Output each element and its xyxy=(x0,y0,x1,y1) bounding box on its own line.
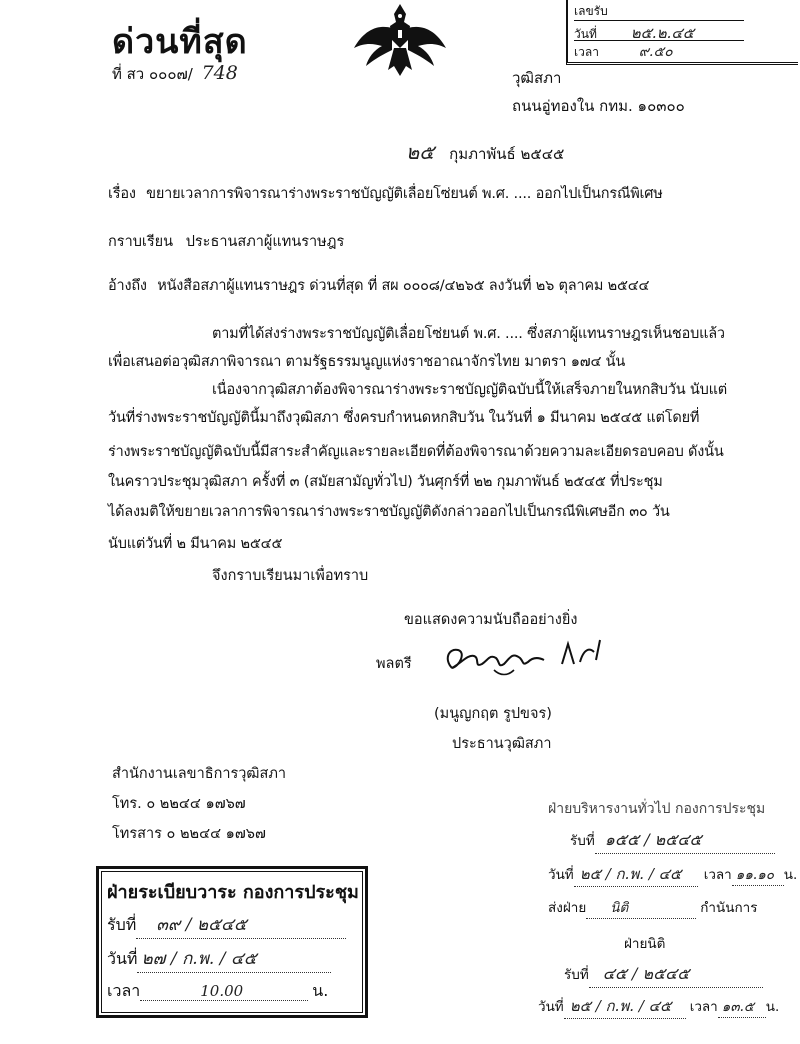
stamp-time-value: ๙.๕๐ xyxy=(638,44,673,60)
stamp-time-label: เวลา xyxy=(574,45,599,59)
legal-time-label: เวลา xyxy=(689,999,718,1015)
registry-date-label: วันที่ xyxy=(107,949,138,968)
registry-recv-label: รับที่ xyxy=(107,915,137,934)
stamp-row-time xyxy=(574,40,744,63)
general-admin-time-label: เวลา xyxy=(703,867,732,883)
paragraph-1-line-1: ตามที่ได้ส่งร่างพระราชบัญญัติเลื่อยโซ่ยนต์ พ.ศ. .... ซึ่งสภาผู้แทนราษฎรเห็นชอบแล้ว xyxy=(212,326,725,342)
general-admin-date-row xyxy=(548,862,797,887)
legal-recv-value: ๔๕ / ๒๕๔๕ xyxy=(589,962,763,988)
subject-line xyxy=(108,182,663,205)
legal-time-unit: น. xyxy=(765,999,780,1015)
sender-address: ถนนอู่ทองใน กทม. ๑๐๓๐๐ xyxy=(512,97,685,115)
registry-date-row xyxy=(107,945,331,973)
paragraph-2-line-3: ร่างพระราชบัญญัติฉบับนี้มีสาระสำคัญและรายละเอียดที่ต้องพิจารณาด้วยความละเอียดรอบคอบ ดังนั้น xyxy=(108,444,724,460)
reference-number xyxy=(112,62,238,86)
closing-request: จึงกราบเรียนมาเพื่อทราบ xyxy=(212,568,369,584)
registry-recv-row xyxy=(107,911,346,939)
general-admin-stamp-title: ฝ่ายบริหารงานทั่วไป กองการประชุม xyxy=(548,801,766,817)
legal-recv-label: รับที่ xyxy=(564,967,589,983)
office-phone: โทร. ๐ ๒๒๔๔ ๑๗๖๗ xyxy=(112,796,246,812)
office-fax: โทรสาร ๐ ๒๒๔๔ ๑๗๖๗ xyxy=(112,826,266,842)
paragraph-1-line-2: เพื่อเสนอต่อวุฒิสภาพิจารณา ตามรัฐธรรมนูญแห่งราชอาณาจักรไทย มาตรา ๑๗๔ นั้น xyxy=(108,354,626,370)
legal-section-title: ฝ่ายนิติ xyxy=(624,936,666,952)
stamp-number-label: เลขรับ xyxy=(574,4,608,18)
office-name: สำนักงานเลขาธิการวุฒิสภา xyxy=(112,766,287,782)
signer-name: (มนูญกฤต รูปขจร) xyxy=(434,706,552,722)
legal-date-value: ๒๕ / ก.พ. / ๔๕ xyxy=(564,994,686,1019)
reference-line xyxy=(108,274,649,297)
reference-prefix: ที่ สว ๐๐๐๗/ xyxy=(112,65,193,83)
receipt-stamp-top xyxy=(566,0,798,65)
paragraph-2-line-5: ได้ลงมติให้ขยายเวลาการพิจารณาร่างพระราชบัญญัติดังกล่าวออกไปเป็นกรณีพิเศษอีก ๓๐ วัน xyxy=(108,504,670,520)
registry-time-value: 10.00 xyxy=(140,982,308,1001)
reference-label: อ้างถึง xyxy=(108,278,147,294)
paragraph-2-line-4: ในคราวประชุมวุฒิสภา ครั้งที่ ๓ (สมัยสามัญทั่วไป) วันศุกร์ที่ ๒๒ กุมภาพันธ์ ๒๕๔๕ ที่ประชุม xyxy=(108,474,663,490)
general-admin-recv-row xyxy=(570,828,775,854)
legal-date-row xyxy=(538,994,779,1019)
paragraph-2-line-6: นับแต่วันที่ ๒ มีนาคม ๒๕๔๕ xyxy=(108,536,283,552)
legal-date-label: วันที่ xyxy=(538,999,564,1015)
paragraph-2-line-1: เนื่องจากวุฒิสภาต้องพิจารณาร่างพระราชบัญญัติฉบับนี้ให้เสร็จภายในหกสิบวัน นับแต่ xyxy=(212,382,727,398)
general-admin-recv-value: ๑๕๕ / ๒๕๔๕ xyxy=(595,828,775,854)
general-admin-send-value: นิติ xyxy=(586,896,696,919)
reference-handwritten-number: 748 xyxy=(201,62,238,84)
letter-date xyxy=(406,136,564,168)
registry-date-value: ๒๗ / ก.พ. / ๔๕ xyxy=(137,945,331,973)
registry-time-label: เวลา xyxy=(107,981,141,1000)
salutation-text: ประธานสภาผู้แทนราษฎร xyxy=(185,234,345,250)
stamp-row-number xyxy=(574,2,608,21)
letter-date-month-year: กุมภาพันธ์ ๒๕๔๕ xyxy=(449,145,565,163)
stamp-date-label: วันที่ xyxy=(574,27,597,41)
paragraph-2-line-2: วันที่ร่างพระราชบัญญัตินี้มาถึงวุฒิสภา ซึ่งครบกำหนดหกสิบวัน ในวันที่ ๑ มีนาคม ๒๕๔๕ แต่โดยที่ xyxy=(108,410,700,426)
salutation-line xyxy=(108,230,344,253)
signer-rank: พลตรี xyxy=(376,656,412,672)
subject-label: เรื่อง xyxy=(108,186,136,202)
registry-stamp-box xyxy=(96,866,368,1018)
signer-title: ประธานวุฒิสภา xyxy=(452,736,552,752)
signature-image xyxy=(434,630,624,682)
registry-stamp-title: ฝ่ายระเบียบวาระ กองการประชุม xyxy=(107,882,359,903)
registry-time-row xyxy=(107,979,328,1004)
sender-organization: วุฒิสภา xyxy=(512,69,562,87)
urgency-title: ด่วนที่สุด xyxy=(112,22,248,62)
general-admin-date-value: ๒๕ / ก.พ. / ๔๕ xyxy=(574,862,698,887)
reference-text: หนังสือสภาผู้แทนราษฎร ด่วนที่สุด ที่ สผ ๐๐๐๘/๔๒๖๕ ลงวันที่ ๒๖ ตุลาคม ๒๕๔๔ xyxy=(157,278,650,294)
general-admin-time-value: ๑๑.๑๐ xyxy=(732,863,784,886)
general-admin-date-label: วันที่ xyxy=(548,867,574,883)
legal-recv-row xyxy=(564,962,763,988)
garuda-emblem xyxy=(348,0,452,78)
registry-time-unit: น. xyxy=(312,981,329,1000)
registry-recv-value: ๓๙ / ๒๕๔๕ xyxy=(136,911,346,939)
closing-phrase: ขอแสดงความนับถืออย่างยิ่ง xyxy=(404,612,578,628)
general-admin-send-label: ส่งฝ่าย xyxy=(548,900,587,916)
stamp-date-value: ๒๕.๒.๔๕ xyxy=(630,24,695,42)
general-admin-time-unit: น. xyxy=(783,867,798,883)
subject-text: ขยายเวลาการพิจารณาร่างพระราชบัญญัติเลื่อยโซ่ยนต์ พ.ศ. .... ออกไปเป็นกรณีพิเศษ xyxy=(146,186,663,202)
general-admin-send-row xyxy=(548,896,757,919)
salutation-label: กราบเรียน xyxy=(108,234,174,250)
letter-date-day: ๒๕ xyxy=(406,140,435,164)
general-admin-send-suffix: กำนันการ xyxy=(700,900,758,916)
general-admin-recv-label: รับที่ xyxy=(570,833,595,849)
legal-time-value: ๑๓.๕ xyxy=(718,995,766,1018)
